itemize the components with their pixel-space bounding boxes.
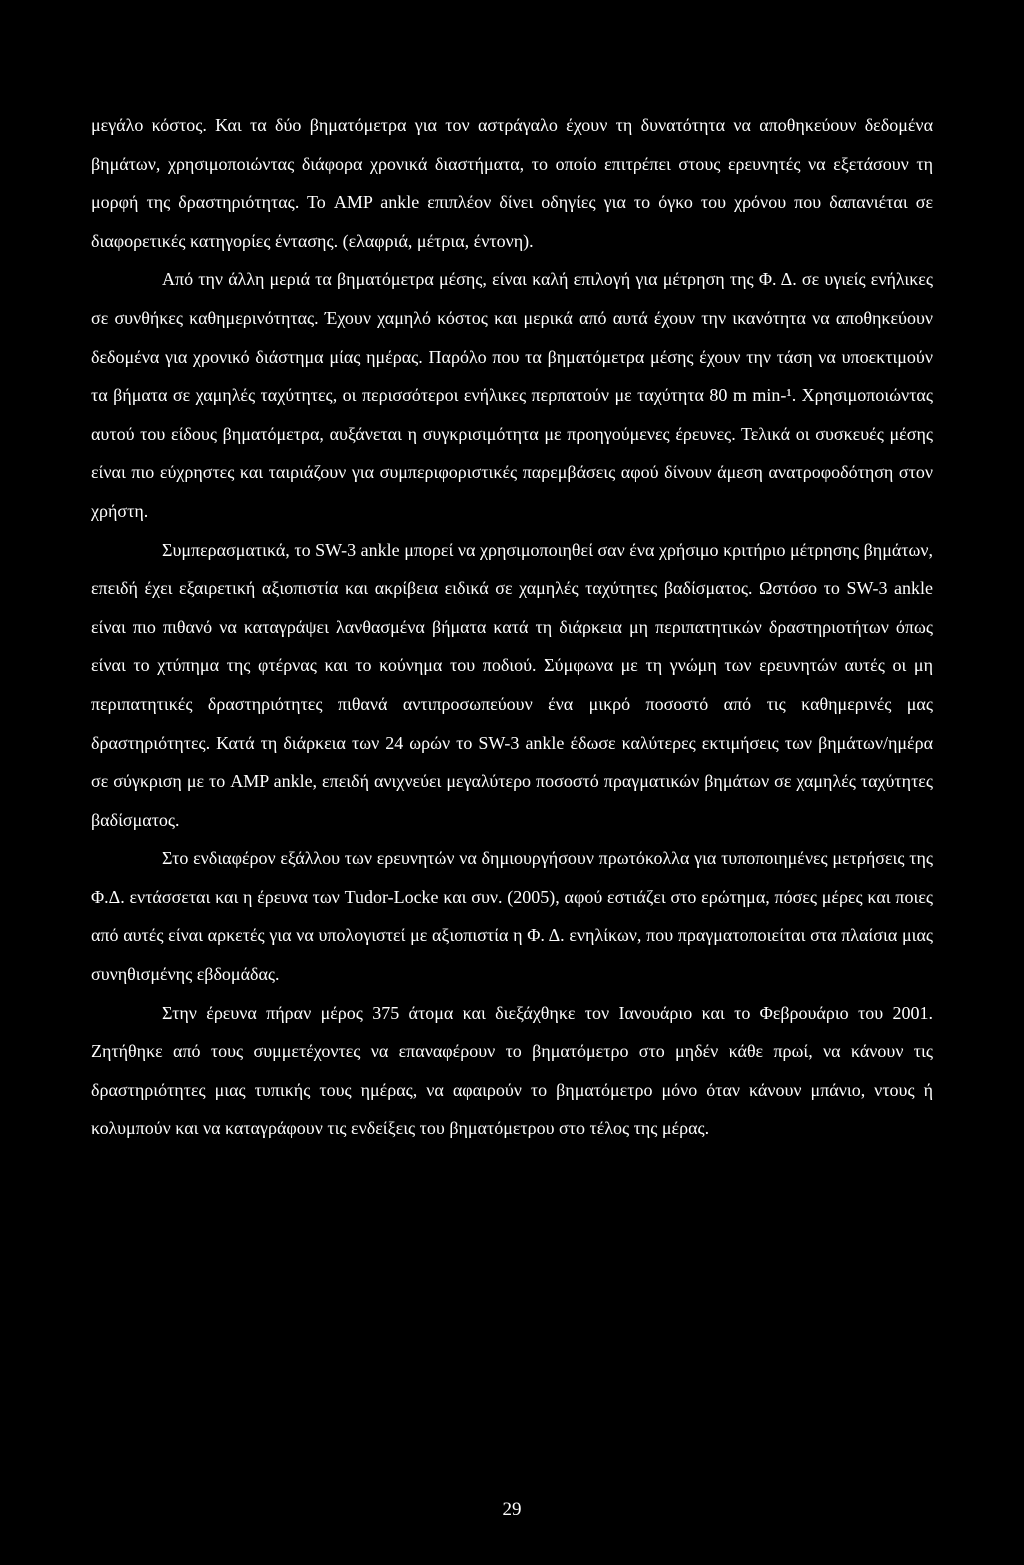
paragraph-1: μεγάλο κόστος. Και τα δύο βηματόμετρα για τον αστράγαλο έχουν τη δυνατότητα να αποθηκεύουν δεδομένα βημάτων, χρησιμοποιώντας διάφορα χρονικά διαστήματα, το οποίο επιτρέπει στους ερευνητές να εξετάσουν τη μορφή της δραστηριότητας. Το AMP ankle επιπλέον δίνει οδηγίες για το όγκο του χρόνου που δαπανιέται σε διαφορετικές κατηγορίες έντασης. (ελαφριά, μέτρια, έντονη). (91, 115, 933, 251)
paragraph-5: Στην έρευνα πήραν μέρος 375 άτομα και διεξάχθηκε τον Ιανουάριο και το Φεβρουάριο του 2001. Ζητήθηκε από τους συμμετέχοντες να επαναφέρουν το βηματόμετρο στο μηδέν κάθε πρωί, να κάνουν τις δραστηριότητες μιας τυπικής τους ημέρας, να αφαιρούν το βηματόμετρο μόνο όταν κάνουν μπάνιο, ντους ή κολυμπούν και να καταγράφουν τις ενδείξεις του βηματόμετρου στο τέλος της μέρας. (91, 1002, 933, 1139)
paragraph-2: Από την άλλη μεριά τα βηματόμετρα μέσης, είναι καλή επιλογή για μέτρηση της Φ. Δ. σε υγιείς ενήλικες σε συνθήκες καθημερινότητας. Έχουν χαμηλό κόστος και μερικά από αυτά έχουν την ικανότητα να αποθηκεύουν δεδομένα για χρονικό διάστημα μίας ημέρας. Παρόλο που τα βηματόμετρα μέσης έχουν την τάση να υποεκτιμούν τα βήματα σε χαμηλές ταχύτητες, οι περισσότεροι ενήλικες περπατούν με ταχύτητα 80 m min-¹. Χρησιμοποιώντας αυτού του είδους βηματόμετρα, αυξάνεται η συγκρισιμότητα με προηγούμενες έρευνες. Τελικά οι συσκευές μέσης είναι πιο εύχρηστες και ταιριάζουν για συμπεριφοριστικές παρεμβάσεις αφού δίνουν άμεση ανατροφοδότηση στον χρήστη. (91, 269, 933, 521)
paragraph-3: Συμπερασματικά, το SW-3 ankle μπορεί να χρησιμοποιηθεί σαν ένα χρήσιμο κριτήριο μέτρησης βημάτων, επειδή έχει εξαιρετική αξιοπιστία και ακρίβεια ειδικά σε χαμηλές ταχύτητες βαδίσματος. Ωστόσο το SW-3 ankle είναι πιο πιθανό να καταγράψει λανθασμένα βήματα κατά τη διάρκεια μη περιπατητικών δραστηριοτήτων όπως είναι το χτύπημα της φτέρνας και το κούνημα του ποδιού. Σύμφωνα με τη γνώμη των ερευνητών αυτές οι μη περιπατητικές δραστηριότητες πιθανά αντιπροσωπεύουν ένα μικρό ποσοστό από τις καθημερινές μας δραστηριότητες. Κατά τη διάρκεια των 24 ωρών το SW-3 ankle έδωσε καλύτερες εκτιμήσεις των βημάτων/ημέρα σε σύγκριση με το AMP ankle, επειδή ανιχνεύει μεγαλύτερο ποσοστό πραγματικών βημάτων σε χαμηλές ταχύτητες βαδίσματος. (91, 539, 933, 830)
page-number: 29 (502, 1499, 522, 1520)
document-body (91, 106, 933, 1148)
paragraph-4: Στο ενδιαφέρον εξάλλου των ερευνητών να δημιουργήσουν πρωτόκολλα για τυποποιημένες μετρήσεις της Φ.Δ. εντάσσεται και η έρευνα των Tudor-Locke και συν. (2005), αφού εστιάζει στο ερώτημα, πόσες μέρες και ποιες από αυτές είναι αρκετές για να υπολογιστεί με αξιοπιστία η Φ. Δ. ενηλίκων, που πραγματοποιείται στα πλαίσια μιας συνηθισμένης εβδομάδας. (91, 848, 933, 985)
